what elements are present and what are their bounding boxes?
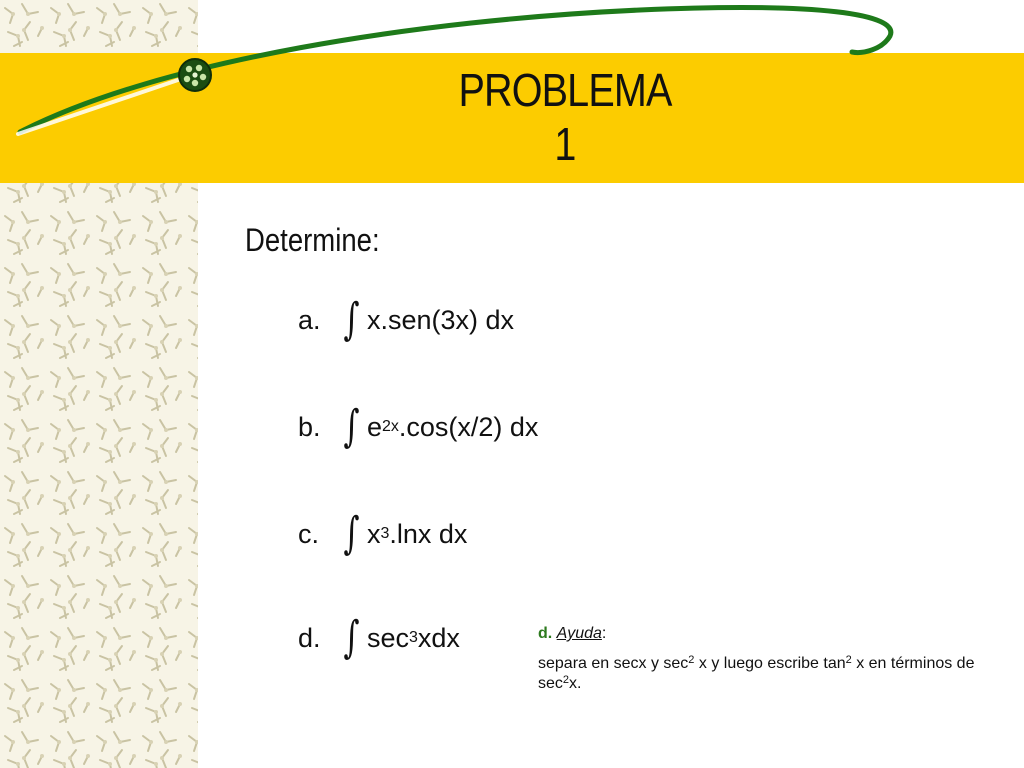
hint-colon: :	[601, 625, 607, 642]
problem-letter: c.	[298, 518, 320, 549]
problem-expression-base: sec	[366, 622, 409, 653]
problem-expression-base: e	[366, 411, 382, 442]
title-line-1: PROBLEMA	[458, 64, 672, 116]
problem-expression-rest: xdx	[417, 622, 460, 653]
integral-icon: ∫	[343, 612, 360, 663]
hint-superscript: 2	[562, 674, 570, 686]
hint-text: x.	[569, 675, 582, 692]
problem-letter: d.	[298, 622, 321, 653]
integral-icon: ∫	[343, 508, 360, 559]
hint-superscript: 2	[688, 654, 695, 666]
problem-expression-rest: .lnx dx	[389, 518, 468, 549]
problem-c: c. ∫ x 3 .lnx dx	[298, 508, 468, 559]
hint-box	[538, 624, 978, 694]
problem-b: b. ∫ e 2x .cos(x/2) dx	[298, 401, 539, 452]
problem-letter: a.	[298, 304, 321, 335]
hint-heading	[538, 624, 978, 644]
hint-letter: d.	[538, 625, 553, 642]
integral-icon: ∫	[343, 401, 360, 452]
hint-text: x en términos de sec	[538, 655, 975, 692]
hint-label: Ayuda	[556, 625, 602, 642]
problem-d: d. ∫ sec 3 xdx	[298, 612, 460, 663]
hint-text: separa en secx y sec	[538, 655, 689, 672]
integral-icon: ∫	[343, 294, 360, 345]
slide-title	[423, 63, 707, 171]
hint-text: x y luego escribe tan	[694, 655, 846, 672]
title-line-2: 1	[554, 118, 576, 170]
hint-superscript: 2	[845, 654, 852, 666]
problem-expression-base: x	[366, 518, 381, 549]
hint-body	[538, 654, 978, 694]
prompt-text: Determine:	[245, 222, 380, 258]
problem-a	[298, 290, 514, 350]
problem-letter: b.	[298, 411, 321, 442]
problem-expression: x.sen(3x) dx	[366, 304, 514, 335]
problem-expression-rest: .cos(x/2) dx	[398, 411, 539, 442]
